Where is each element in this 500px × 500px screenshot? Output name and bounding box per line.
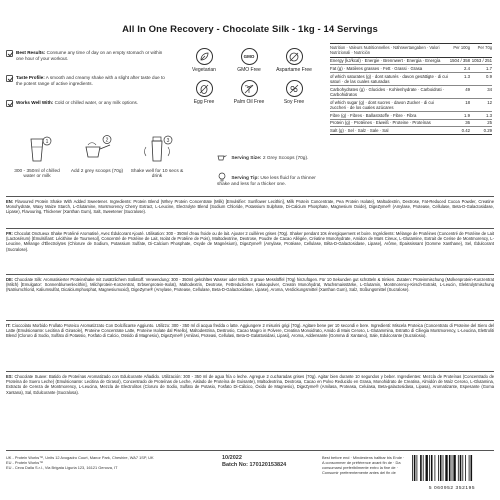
soy-free-icon	[286, 80, 303, 97]
nutrient-per-100g: 49	[465, 86, 470, 92]
step-2	[68, 135, 126, 174]
ingredients-fr	[6, 231, 494, 252]
footer-batch	[222, 455, 290, 469]
nutrient-label: Fat (g) · Matières grasses · Fett · Grassi · Grasa	[330, 66, 423, 71]
leaf-icon	[196, 48, 213, 65]
barcode-bar	[423, 455, 424, 481]
barcode	[410, 455, 494, 489]
badge-gmo-free	[228, 48, 270, 73]
info-works-well-with	[6, 100, 166, 107]
serving-size-value: 2 Grey Scoops (70g).	[262, 156, 309, 161]
nutrient-label: Protein (g) · Protéines · Eiweiß · Proteine · Proteínas	[330, 120, 431, 126]
nutrient-per-70g: 1.3	[486, 112, 492, 118]
scoop-icon	[80, 135, 114, 163]
barcode-bar	[458, 455, 459, 481]
nutrition-header-label: Nutrition · Valeurs Nutritionnelles · Nährwertangaben · Valori Nutrizionali · Nutrición	[330, 45, 440, 56]
barcode-bar	[445, 455, 447, 481]
serving-size-label: Serving Size:	[231, 156, 262, 161]
step-text: Add 2 grey scoops (70g)	[70, 168, 124, 174]
info-label: Best Results:	[16, 50, 46, 55]
gmo-free-icon: GMO	[241, 48, 258, 65]
barcode-bar	[443, 455, 444, 481]
barcode-bar	[449, 455, 451, 481]
nutrition-row	[330, 111, 492, 119]
nutrition-row	[330, 57, 492, 65]
language-code: DE:	[6, 277, 14, 282]
nutrient-label: Carbohydrates (g) · Glucides · Kohlenhydrate · Carboidrati · Carbohidratos	[330, 86, 445, 97]
info-taste-profile	[6, 75, 166, 87]
badge-label: Aspartame Free	[276, 67, 312, 73]
nutrient-label: of which sugar (g) · dont sucres · davon Zucker · di cui zuccheri · de los cuales azúcares	[330, 99, 434, 110]
footer-best-before	[322, 455, 406, 475]
nutrition-row	[330, 119, 492, 127]
step-3	[128, 135, 186, 180]
address-line: EU - Ceva Dalla S.r.l., Via Brigata Liguria 123, 16121 Genova, IT	[6, 465, 118, 470]
divider	[6, 274, 494, 275]
nutrition-col-per-100g: Per 100g	[453, 45, 470, 50]
badge-egg-free	[183, 80, 225, 105]
info-label: Works Well With:	[16, 100, 54, 105]
nutrition-header	[330, 44, 492, 57]
ingredients-it	[6, 323, 494, 339]
nutrient-per-100g: 1504 / 358	[449, 58, 470, 64]
serving-tip	[217, 172, 325, 188]
nutrition-table	[330, 43, 492, 135]
ingredients-de	[6, 277, 494, 293]
nutrient-per-100g: 18	[465, 99, 470, 105]
barcode-bar	[452, 455, 453, 481]
nutrition-row	[330, 64, 492, 72]
info-text: A smooth and creamy shake with a slight after taste due to the potent range of active ingredients.	[16, 75, 165, 86]
nutrient-per-70g: 0.9	[486, 73, 492, 79]
shaker-icon	[140, 135, 174, 163]
info-label: Taste Profile:	[16, 75, 45, 80]
nutrient-label: Energy (kJ/kcal) · Energie · Brennwert · Energia · Energía	[330, 58, 441, 64]
barcode-bar	[462, 455, 463, 481]
serving-tip-text: Use less fluid for a thinner shake and less for a thicker one.	[217, 176, 316, 187]
barcode-number: 5 060952 352195	[428, 486, 476, 491]
language-code: IT:	[6, 323, 11, 328]
divider	[6, 320, 494, 321]
date-code: 10/2022	[222, 455, 242, 461]
barcode-bar	[420, 455, 422, 481]
ingredients-text: Flavoured Protein Shake With Added Sweetener. Ingredients: Protein Blend (Whey Protein Concentrate (Milk) [Emulsifier: Sunflower Lecithin], Milk Protein Concentrate, Pea Protein Isolate), Maltodextrin, Dextrose, Fat-Reduced Cocoa Powder, Creatine Monohydrate, Waxy Maize Starch, L-Glutamine, Montmorency Cherry Extract, L-Leucine, Electrolyte Blend (Sodium Chloride, Potassium Sulphate, Di-Calcium Phosphate, Magnesium Oxide), DigeZyme® (Amylase, Protease, Cellulase, Beta-D-Galactosidase, Lipase), Flavouring, Thickener (Xanthan Gum), Salt, Sweetener (Sucralose).	[6, 199, 495, 215]
badge-label: Soy Free	[283, 99, 305, 105]
badge-aspartame-free	[273, 48, 315, 73]
barcode-bar	[431, 455, 433, 481]
language-code: ES:	[6, 374, 13, 379]
barcode-bar	[438, 455, 439, 481]
language-code: EN:	[6, 199, 14, 204]
barcode-bar	[435, 455, 436, 481]
divider	[6, 196, 494, 197]
badge-vegetarian	[183, 48, 225, 73]
badge-soy-free	[273, 80, 315, 105]
barcode-bar	[465, 455, 466, 481]
badge-label: Egg Free	[193, 99, 215, 105]
egg-free-icon	[196, 80, 213, 97]
serving-tip-label: Serving Tip:	[231, 176, 259, 181]
badge-label: Vegetarian	[192, 67, 216, 73]
language-code: FR:	[6, 231, 13, 236]
nutrient-per-70g: 25	[487, 120, 492, 126]
nutrition-row	[330, 72, 492, 85]
nutrient-per-70g: 1.7	[486, 66, 492, 71]
nutrient-per-100g: 2.4	[464, 66, 470, 71]
serving-size	[217, 152, 308, 162]
barcode-bar	[412, 455, 413, 481]
barcode-bar	[417, 455, 418, 481]
barcode-bar	[426, 455, 428, 481]
scoop-icon	[217, 152, 227, 162]
info-best-results	[6, 50, 166, 62]
nutrition-row	[330, 98, 492, 111]
ingredients-es	[6, 374, 494, 395]
badge-label: Palm Oil Free	[233, 99, 265, 105]
nutrient-per-70g: 0.29	[483, 127, 492, 133]
nutrient-per-100g: 0.42	[461, 127, 470, 133]
checkbox-icon	[6, 75, 13, 82]
page-title: All In One Recovery - Chocolate Silk - 1kg - 14 Servings	[122, 24, 378, 35]
barcode-bars	[410, 455, 494, 481]
barcode-bar	[460, 455, 462, 481]
badge-palm-oil-free	[228, 80, 270, 105]
nutrient-per-70g: 34	[487, 86, 492, 92]
best-before-text: Best before end · Mindestens haltbar bis Ende · A consommer de préférence avant fin de · Da consumarsi preferibilmente entro la fine de · Consumir preferentemente antes del fin de	[322, 455, 405, 475]
palm-oil-free-icon	[241, 80, 258, 97]
glass-icon	[20, 135, 54, 163]
divider	[6, 228, 494, 229]
checkbox-icon	[6, 50, 13, 57]
nutrient-label: Fibre (g) · Fibres · Ballaststoffe · Fibre · Fibra	[330, 112, 417, 118]
ingredients-text: Chocolat Onctueux Shake Protéiné Aromatisé, Avec Édulcorant Ajouté. Utilisation: 300 - 350ml d'eau froide ou de lait. Ajouter 2 cuillères grises (70g). Shaker pendant 10s énergiquement et boire. Ingrédients: Mélange de Protéines (Concentré de Protéine de Lait (Lactosérum) [Émulsifiant: Lécithine de Tournesol], Concentré de Protéine de Lait, Isolat de Protéine de Pois), Maltodextrine, Dextrose, Poudre de Cacao Allégée, Créatine Monohydrate, Amidon de Maïs Cireux, L-Glutamine, Extrait de Cerise de Montmorency, L-Leucine, Mélange d'Électrolytes (Chlorure de Sodium, Potassium Sulfate, Di-Calcium Phosphate, Oxyde de Magnésium), DigeZyme® (Amylase, Protéase, Cellulase, Bêta-D-Galactosidase, Lipase), Arôme, Épaississant (Gomme Xanthane), Sel, Édulcorant (Sucralose).	[6, 231, 494, 252]
badge-label: GMO Free	[237, 67, 261, 73]
step-number: 1	[45, 139, 49, 145]
nutrition-col-per-70g: Per 70g	[477, 45, 492, 50]
nutrient-label: of which saturates (g) · dont saturés · davon gesättigte · di cui saturi · de las cuales saturadas	[330, 73, 448, 84]
barcode-bar	[453, 455, 455, 481]
checkbox-icon	[6, 100, 13, 107]
lightbulb-icon	[217, 172, 227, 182]
address-line: UK - Protein Works™, Units 12 Avogadro Court, Manor Park, Cheshire, WA7 1SP, UK	[6, 455, 154, 460]
address-line: EU - Protein Works™	[6, 460, 44, 465]
barcode-bar	[471, 455, 473, 481]
nutrient-label: Salt (g) · Sel · Salz · Sale · Sal	[330, 127, 389, 133]
step-text: Shake well for 10 secs & drink	[130, 168, 184, 180]
nutrient-per-100g: 1.3	[464, 73, 470, 79]
info-text: Consume any time of day on an empty stomach or within one hour of your workout.	[16, 50, 163, 61]
nutrient-per-70g: 1053 / 251	[471, 58, 492, 64]
barcode-bar	[469, 455, 470, 481]
divider	[6, 450, 494, 451]
footer-address	[6, 455, 216, 470]
nutrition-row	[330, 85, 492, 98]
nutrient-per-100g: 36	[465, 120, 470, 126]
barcode-bar	[440, 455, 442, 481]
ingredients-text: Chocolate Suave: Batido de Proteínas Aromatizado con Edulcorante Añadido. Utilización: 300 - 350 ml de agua fría o leche. Agregue 2 cucharadas grises (70g). Agitar bien durante 10 segundos y beber. Ingredientes: Mezcla de Proteínas (Concentrado de Proteína de Suero Leche) (Emulsionante: Lecitina de Girasol), Concentrado de Proteínas de Leche, Aislado de Proteína de Guisante), Maltodextrina, Dextrosa, Cacao en Polvo Reducido en Grasa, Monohidrato de Creatina, Almidón de Maíz Ceroso, L-Glutamina, Extracto de Cereza de Montmorency, L-Leucina, Mezcla de Electrolitos (Cloruro de Sodio, Sulfato de Potasio, Fosfato Di-Cálcico, Óxido de Magnesio), DigeZyme® (Amilasa, Proteasa, Celulasa, Beta-galactosidasa, Lipasa), Aromatizante, Espesante (Goma Xantana), Sal, Edulcorante (Sucralosa).	[6, 374, 495, 395]
nutrient-per-100g: 1.9	[464, 112, 470, 118]
nutrient-per-70g: 12	[487, 99, 492, 105]
step-text: 300 - 350ml of chilled water or milk	[14, 168, 60, 180]
step-number: 2	[105, 137, 109, 144]
step-number: 3	[166, 138, 170, 144]
barcode-bar	[429, 455, 430, 481]
ingredients-text: Cioccolato Morbido Frullato Proteico Aromatizzato Con Dolcificante Aggiunto. Utilizzo: 300 - 350 ml di acqua fredda o latte. Aggiungere 2 misurini grigi (70g). Agitare bene per 10 secondi e bere. Ingredienti: Miscela Proteica (Concentrato di Proteine del Siero del Latte (Emulsionante: Lecitina di Girasole), Proteine Concentrate Latte, Proteine Isolate dal Pisello), Maltodestrina, Destrosio, Cacao Magro in Polvere, Creatina Monoidrato, Amido di Mais Ceroso, L-Glutammina, Estratto di Ciliegia Montmorency, L-Leucina, Elettroliti Blend (Cloruro di Sodio, Solfato di Potassio, Fosfato di Calcio, Ossido di Magnesio), DigeZyme® (Amilasi, Proteasi, Cellulasi, Beta-D-Galattosidasi, Lipasi), Aroma, Addensante (Gomma di Xantano), Sale, Edulcorante (Sucralosio).	[6, 323, 494, 339]
nutrition-row	[330, 126, 492, 134]
ingredients-text: Chocolate Silk: Aromatisierter Proteinshake mit zusätzlichem Süßstoff. Verwendung: 300 - 350ml gekühltes Wasser oder Milch. 2 graue Messlöffel (70g) hinzufügen. Für 10 Sekunden gut schütteln & trinken. Zutaten: Proteinmischung (Molkenprotein-Konzentrat (Milch) [Emulgator: Sonnenblumenlecithin], Milchprotein-Konzentrat, Erbsenprotein-Isolat), Maltodextrin, Dextrose, Fettreduziertes Kakaopulver, Creatin Monohydrat, Wachsmaisstärke, L-Glutamin, Montmorency-Kirsch-Extrakt, L-Leucin, Elektrolytmischung (Natriumchlorid, Kaliumsulfat, Dicalciumphosphat, Magnesiumoxid), DigeZyme® (Amylase, Protease, Cellulase, Beta-D-Galactosidase, Lipase), Aroma, Verdickungsmittel (Xanthan Gum), Salz, Süßungsmittel (Sucralose).	[6, 277, 494, 293]
divider	[6, 371, 494, 372]
aspartame-free-icon	[286, 48, 303, 65]
ingredients-en	[6, 199, 494, 215]
step-1	[8, 135, 66, 180]
batch-number: Batch No: 170120153824	[222, 462, 287, 468]
info-text: Cold or chilled water, or any milk options.	[54, 100, 139, 105]
barcode-bar	[414, 455, 416, 481]
